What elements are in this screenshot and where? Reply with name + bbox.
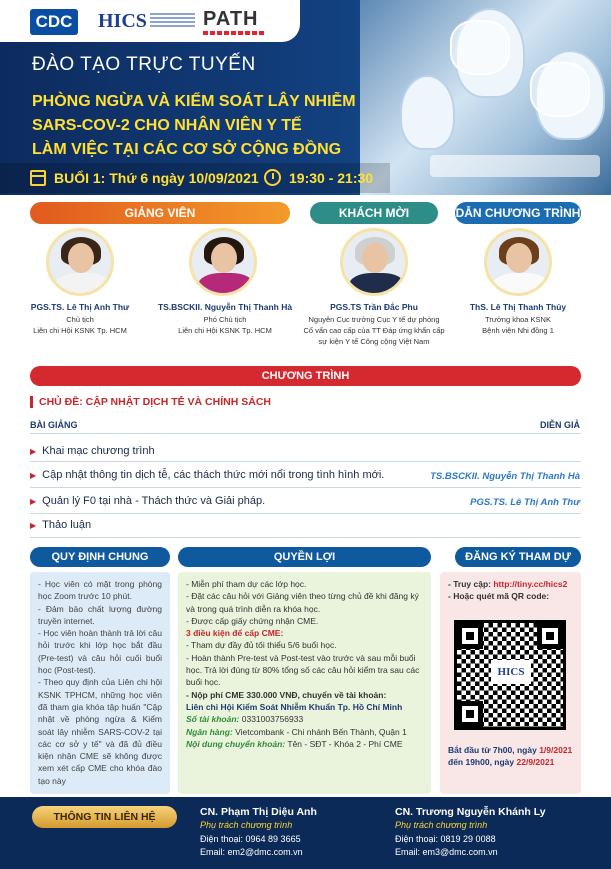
- close-prefix: đến 19h00, ngày: [448, 757, 517, 768]
- rule-item: - Học viên hoàn thành trả lời câu hỏi trước khi lớp học bắt đầu (Pre-test) và câu hỏi cuối buổi học (Post-test).: [38, 628, 162, 676]
- speaker-role-line: sự kiện Y tế Công cộng Việt Nam: [318, 337, 430, 346]
- speaker-photo: [189, 228, 257, 296]
- account-name: Liên chi Hội Kiểm Soát Nhiễm Khuẩn Tp. Hồ Chí Minh: [186, 701, 403, 712]
- transfer-content-label: Nội dung chuyển khoản:: [186, 738, 286, 749]
- cme-heading: 3 điều kiện để cấp CME:: [186, 628, 284, 639]
- speaker-name: TS.BSCKII. Nguyễn Thị Thanh Hà: [157, 302, 293, 312]
- speaker-photo: [340, 228, 408, 296]
- program-row-label: Khai mạc chương trình: [42, 445, 155, 457]
- access-label: - Truy cập:: [448, 579, 491, 589]
- speaker-role-line: Trưởng khoa KSNK: [485, 315, 551, 324]
- divider: [30, 513, 581, 514]
- host-pill: DẪN CHƯƠNG TRÌNH: [455, 202, 581, 224]
- register-link[interactable]: http://tiny.cc/hics2: [493, 579, 568, 589]
- qr-finder: [457, 623, 483, 649]
- program-row-label: Quản lý F0 tại nhà - Thách thức và Giải pháp.: [42, 495, 266, 507]
- bullet-icon: ▶: [30, 471, 37, 480]
- benefits-heading: QUYỀN LỢI: [178, 547, 431, 567]
- speaker-role-line: Bệnh viện Nhi đồng 1: [482, 326, 554, 335]
- benefit-item: - Được cấp giấy chứng nhận CME.: [186, 615, 319, 626]
- rule-item: - Học viên có mặt trong phòng học Zoom trước 10 phút.: [38, 579, 162, 602]
- session-date: BUỔI 1: Thứ 6 ngày 10/09/2021: [54, 170, 259, 186]
- speaker-column-header: DIỄN GIẢ: [539, 420, 580, 430]
- logo-strip: [0, 0, 300, 42]
- qr-finder: [537, 623, 563, 649]
- path-logo-bar: [203, 31, 265, 35]
- course-title: [32, 90, 392, 162]
- divider: [30, 461, 581, 462]
- bank-label: Ngân hàng:: [186, 726, 233, 737]
- program-banner: CHƯƠNG TRÌNH: [30, 366, 581, 386]
- calendar-icon: [30, 170, 46, 186]
- program-row: [30, 445, 155, 457]
- hics-logo: HICS: [98, 10, 147, 32]
- qr-hics-logo: HICS: [491, 660, 531, 684]
- program-row-label: Cập nhật thông tin dịch tễ, các thách thức mới nổi trong tình hình mới.: [42, 469, 385, 481]
- transfer-content: [186, 738, 423, 750]
- qr-finder: [457, 701, 483, 727]
- divider: [30, 433, 581, 434]
- program-row-speaker: PGS.TS. Lê Thị Anh Thư: [470, 497, 580, 508]
- clock-icon: [264, 169, 281, 186]
- speaker-role-line: Nguyên Cục trưởng Cục Y tế dự phòng: [308, 315, 440, 324]
- account-number-label: Số tài khoản:: [186, 714, 240, 725]
- cme-item: - Nộp phí CME 330.000 VNĐ, chuyển về tài khoản:: [186, 689, 387, 700]
- speaker-role-line: Chủ tịch: [66, 315, 94, 324]
- rules-heading: QUY ĐỊNH CHUNG: [30, 547, 170, 567]
- divider: [30, 537, 581, 538]
- lecturers-pill: GIẢNG VIÊN: [30, 202, 290, 224]
- rules-box: [30, 572, 170, 794]
- contact-email[interactable]: Email: em3@dmc.com.vn: [395, 847, 498, 857]
- cme-item: - Tham dự đầy đủ tối thiểu 5/6 buổi học.: [186, 640, 337, 651]
- benefit-item: - Miễn phí tham dự các lớp học.: [186, 579, 307, 589]
- open-prefix: Bắt đầu từ 7h00, ngày: [448, 745, 540, 755]
- register-box: [440, 572, 581, 794]
- register-heading: ĐĂNG KÝ THAM DỰ: [455, 547, 581, 567]
- session-time: 19:30 - 21:30: [289, 170, 374, 186]
- contact-name: CN. Trương Nguyễn Khánh Ly: [395, 806, 546, 818]
- speaker-role: [455, 314, 581, 336]
- bank: [186, 726, 423, 738]
- speaker-role-line: Phó Chủ tịch: [203, 315, 247, 324]
- rule-item: - Theo quy định của Liên chi hội KSNK TPHCM, những học viên đã tham gia khóa tập huấn "Cập nhật về phòng ngừa & Kiểm soát lây nhiễm SARS-COV-2 tại các cơ sở y tế" và đã đủ điều kiện nhận CME sẽ không được xem xét cấp CME cho khóa đào tạo này: [38, 677, 162, 786]
- path-logo: PATH: [203, 8, 259, 30]
- speaker-role: [300, 314, 448, 347]
- contact-phone[interactable]: Điện thoại: 0819 29 0088: [395, 834, 496, 844]
- open-date: 1/9/2021: [539, 745, 573, 755]
- transfer-content-value: Tên - SĐT - Khóa 2 - Phí CME: [287, 738, 403, 749]
- speaker-name: PGS.TS Trần Đắc Phu: [330, 302, 418, 312]
- header-photo: [360, 0, 611, 195]
- title-line: PHÒNG NGỪA VÀ KIỂM SOÁT LÂY NHIỄM: [32, 93, 356, 110]
- account-number: [186, 713, 423, 725]
- header-banner: [0, 0, 611, 195]
- cme-item: - Hoàn thành Pre-test và Post-test vào trước và sau mỗi buổi học. Trả lời đúng từ 80% tổng số các câu hỏi kiểm tra sau các buổi học.: [186, 652, 420, 688]
- guest-pill: KHÁCH MỜI: [310, 202, 438, 224]
- lecture-column-header: BÀI GIẢNG: [30, 420, 78, 430]
- benefit-item: - Đặt các câu hỏi với Giảng viên theo từng chủ đề khi đăng ký và trong quá trình diễn ra khóa học.: [186, 591, 419, 614]
- program-row-speaker: TS.BSCKII. Nguyễn Thị Thanh Hà: [430, 471, 580, 482]
- program-row: [30, 519, 91, 531]
- speaker-role: [150, 314, 300, 336]
- register-access: [448, 578, 573, 590]
- divider: [30, 487, 581, 488]
- contact-info-button[interactable]: THÔNG TIN LIÊN HỆ: [32, 806, 177, 828]
- qr-label: - Hoặc quét mã QR code:: [448, 591, 550, 602]
- training-kicker: ĐÀO TẠO TRỰC TUYẾN: [32, 54, 256, 75]
- program-row: [30, 495, 265, 507]
- rule-item: - Đảm bảo chất lượng đường truyền internet.: [38, 603, 162, 626]
- speaker-name: ThS. Lê Thị Thanh Thủy: [469, 302, 567, 312]
- benefits-box: [178, 572, 431, 794]
- contact-role: Phụ trách chương trình: [200, 820, 293, 830]
- program-row-label: Thảo luận: [42, 519, 92, 531]
- hics-logo-subtitle: [150, 13, 195, 27]
- contact-email[interactable]: Email: em2@dmc.com.vn: [200, 847, 303, 857]
- register-period: [448, 744, 574, 769]
- speaker-role: [20, 314, 140, 336]
- speaker-name: PGS.TS. Lê Thị Anh Thư: [30, 302, 130, 312]
- title-line: LÀM VIỆC TẠI CÁC CƠ SỞ CỘNG ĐỒNG: [32, 141, 342, 158]
- close-date: 22/9/2021: [516, 757, 555, 768]
- bullet-icon: ▶: [30, 447, 37, 456]
- speaker-role-line: Liên chi Hội KSNK Tp. HCM: [33, 326, 127, 335]
- contact-phone[interactable]: Điện thoại: 0964 89 3665: [200, 834, 301, 844]
- program-row: [30, 469, 384, 481]
- speaker-role-line: Liên chi Hội KSNK Tp. HCM: [178, 326, 272, 335]
- bullet-icon: ▶: [30, 521, 37, 530]
- bullet-icon: ▶: [30, 497, 37, 506]
- speaker-photo: [46, 228, 114, 296]
- bank-value: Vietcombank - Chi nhánh Bến Thành, Quận 1: [235, 726, 407, 737]
- speaker-role-line: Cố vấn cao cấp của TT Đáp ứng khẩn cấp: [303, 326, 445, 335]
- cdc-logo: CDC: [30, 9, 78, 35]
- title-line: SARS-COV-2 CHO NHÂN VIÊN Y TẾ: [32, 117, 302, 134]
- speaker-photo: [484, 228, 552, 296]
- program-topic: CHỦ ĐỀ: CẬP NHẬT DỊCH TỄ VÀ CHÍNH SÁCH: [30, 396, 271, 408]
- account-number-value: 0331003756933: [241, 714, 304, 725]
- contact-role: Phụ trách chương trình: [395, 820, 488, 830]
- contact-name: CN. Phạm Thị Diệu Anh: [200, 806, 317, 818]
